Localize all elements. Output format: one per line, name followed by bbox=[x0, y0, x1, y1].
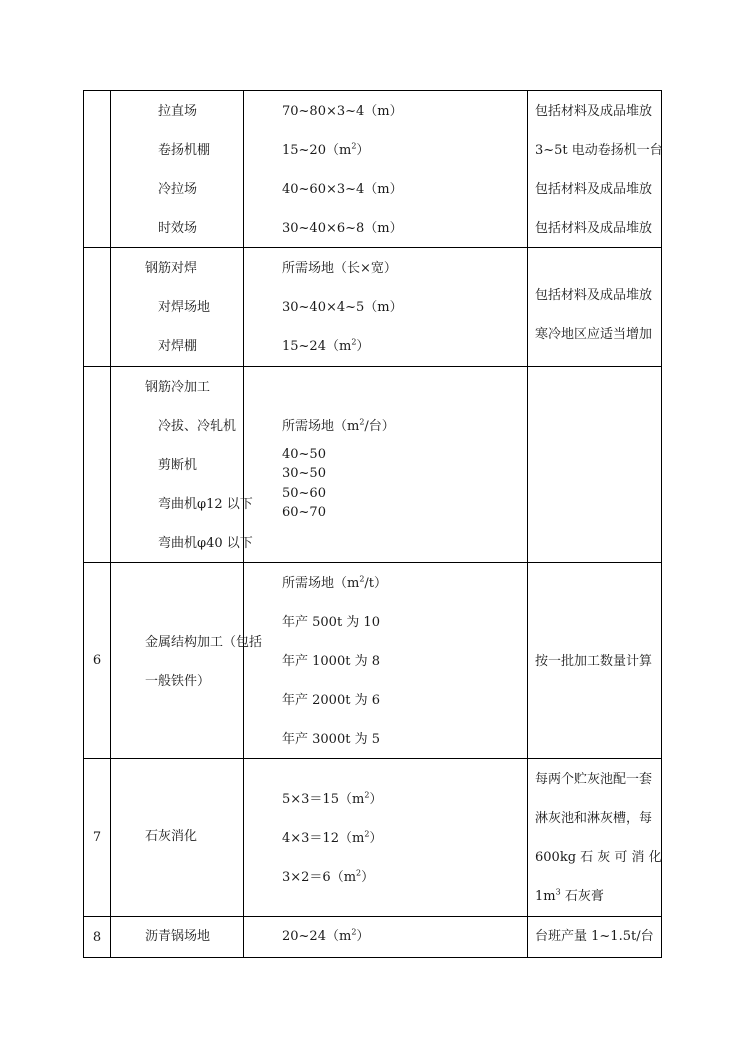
table-row bbox=[84, 248, 662, 367]
item-cell bbox=[111, 563, 263, 759]
note-cell bbox=[528, 91, 662, 248]
row-number: 6 bbox=[84, 563, 111, 759]
item-cell bbox=[111, 248, 244, 367]
item-cell bbox=[111, 367, 253, 563]
row-number bbox=[84, 367, 111, 563]
note-text: 3~5t 电动卷扬机一台 bbox=[535, 143, 663, 158]
table-row bbox=[84, 91, 662, 248]
area-value: 年产 2000t 为 6 bbox=[282, 693, 380, 708]
area-cell bbox=[244, 563, 528, 759]
area-value: 年产 1000t 为 8 bbox=[282, 654, 380, 669]
area-cell bbox=[244, 91, 528, 248]
area-cell bbox=[244, 917, 528, 958]
table-row bbox=[84, 917, 662, 958]
note-cell bbox=[528, 367, 662, 563]
area-cell bbox=[244, 367, 528, 563]
item-label: 拉直场 bbox=[158, 104, 198, 119]
construction-site-area-table bbox=[83, 90, 662, 958]
item-label: 金属结构加工（包括 bbox=[145, 635, 263, 650]
note-cell bbox=[528, 248, 662, 367]
item-label: 一般铁件） bbox=[145, 674, 211, 689]
note-cell bbox=[528, 563, 662, 759]
table-row bbox=[84, 367, 662, 563]
note-text: $1m^3$ 石灰膏 bbox=[535, 887, 604, 904]
area-value: 40~60×3~4（m） bbox=[282, 182, 403, 197]
note-cell bbox=[528, 917, 662, 958]
group-header: 钢筋对焊 bbox=[145, 261, 198, 276]
note-text: 包括材料及成品堆放 bbox=[535, 182, 653, 197]
note-text: 包括材料及成品堆放 bbox=[535, 288, 653, 303]
area-header: 所需场地（$m^2/$台） bbox=[282, 417, 395, 434]
area-value: $20\sim 24(m^2)$ bbox=[282, 927, 370, 944]
item-label: 卷扬机棚 bbox=[158, 143, 211, 158]
note-text: 600kg 石 灰 可 消 化 bbox=[535, 850, 662, 865]
note-text: 淋灰池和淋灰槽，每 bbox=[535, 811, 653, 826]
item-label: 冷拉场 bbox=[158, 182, 198, 197]
note-text: 每两个贮灰池配一套 bbox=[535, 772, 653, 787]
area-value: $3\times 2=6(m^2)$ bbox=[282, 868, 375, 885]
area-header: 所需场地（长×宽） bbox=[282, 261, 397, 276]
note-text: 寒冷地区应适当增加 bbox=[535, 327, 653, 342]
area-value: $15\sim 20(m^2)$ bbox=[282, 141, 370, 158]
note-text: 包括材料及成品堆放 bbox=[535, 221, 653, 236]
area-value: $4\times 3=12(m^2)$ bbox=[282, 829, 383, 846]
item-label: 对焊场地 bbox=[158, 300, 211, 315]
item-label: 石灰消化 bbox=[145, 829, 198, 844]
item-label: 时效场 bbox=[158, 221, 198, 236]
area-value: 60~70 bbox=[282, 505, 326, 520]
item-label: 弯曲机φ40 以下 bbox=[158, 536, 253, 551]
row-number: 7 bbox=[84, 759, 111, 917]
note-cell bbox=[528, 759, 662, 917]
item-cell bbox=[111, 91, 244, 248]
row-number bbox=[84, 91, 111, 248]
area-value: $5\times 3=15(m^2)$ bbox=[282, 790, 383, 807]
item-label: 弯曲机φ12 以下 bbox=[158, 497, 253, 512]
area-value: 40~50 bbox=[282, 447, 326, 462]
area-value: 年产 500t 为 10 bbox=[282, 615, 380, 630]
table-row bbox=[84, 563, 662, 759]
item-label: 冷拔、冷轧机 bbox=[158, 419, 237, 434]
area-cell bbox=[244, 759, 528, 917]
area-value: 30~40×6~8（m） bbox=[282, 221, 403, 236]
table-row bbox=[84, 759, 662, 917]
item-label: 剪断机 bbox=[158, 458, 198, 473]
note-text: 按一批加工数量计算 bbox=[535, 654, 653, 669]
area-value: 年产 3000t 为 5 bbox=[282, 732, 380, 747]
item-label: 对焊棚 bbox=[158, 339, 198, 354]
note-text: 包括材料及成品堆放 bbox=[535, 104, 653, 119]
area-value: 30~50 bbox=[282, 466, 326, 481]
item-label: 沥青锅场地 bbox=[145, 929, 211, 944]
area-value: 70~80×3~4（m） bbox=[282, 104, 403, 119]
row-number bbox=[84, 248, 111, 367]
item-cell bbox=[111, 917, 244, 958]
area-cell bbox=[244, 248, 528, 367]
area-header: 所需场地$(m^2/t)$ bbox=[282, 574, 388, 591]
group-header: 钢筋冷加工 bbox=[145, 380, 211, 395]
item-cell bbox=[111, 759, 244, 917]
note-text: 台班产量 1~1.5t/台 bbox=[535, 929, 654, 944]
row-number: 8 bbox=[84, 917, 111, 958]
area-value: 50~60 bbox=[282, 486, 326, 501]
area-value: $15\sim 24(m^2)$ bbox=[282, 337, 370, 354]
area-value: 30~40×4~5（m） bbox=[282, 300, 403, 315]
